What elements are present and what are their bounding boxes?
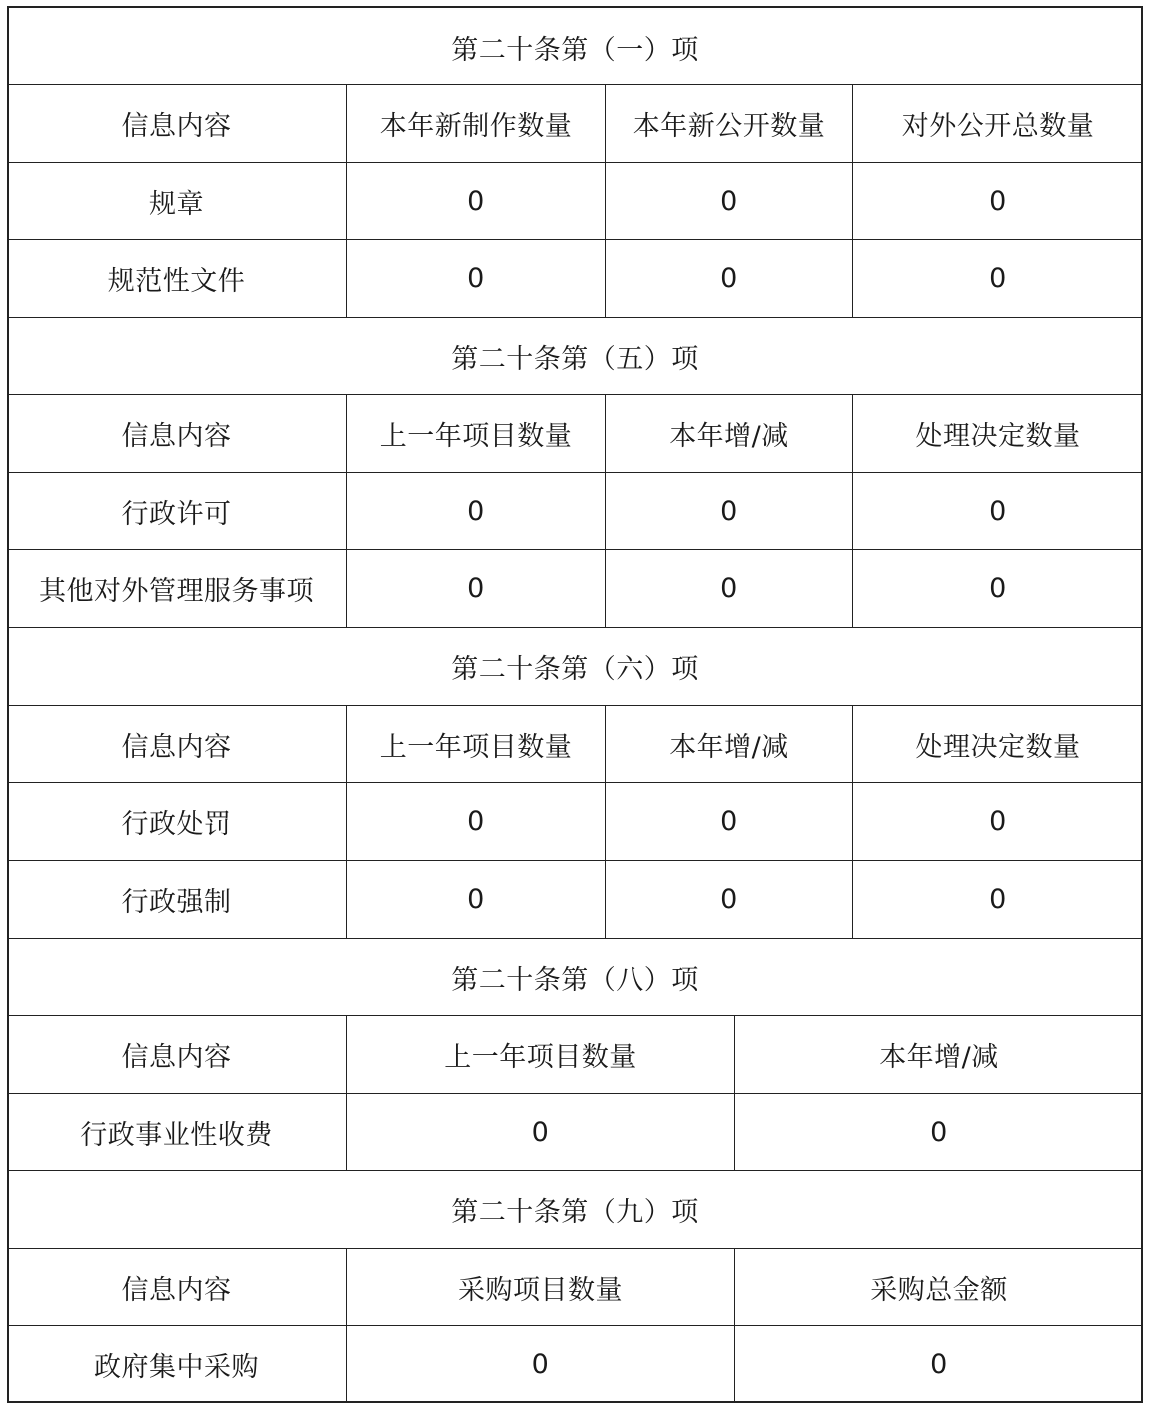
row-label: 行政事业性收费 xyxy=(80,1120,273,1151)
row-value: 0 xyxy=(852,163,1143,240)
header-cell: 信息内容 xyxy=(121,421,232,452)
row-value: 0 xyxy=(605,783,852,860)
section-title-row xyxy=(7,8,1143,86)
header-cell: 处理决定数量 xyxy=(852,395,1143,472)
table-row xyxy=(7,1325,1143,1403)
row-value: 0 xyxy=(734,1094,1143,1171)
section-title-row xyxy=(7,317,1143,395)
table-row xyxy=(7,782,1143,860)
row-value: 0 xyxy=(346,783,605,860)
row-value: 0 xyxy=(346,550,605,627)
header-cell: 本年新公开数量 xyxy=(605,85,852,162)
table-row xyxy=(7,239,1143,317)
row-value: 0 xyxy=(852,861,1143,938)
header-row xyxy=(7,705,1143,783)
header-cell: 采购总金额 xyxy=(734,1249,1143,1326)
row-value: 0 xyxy=(346,1326,734,1403)
section-title: 第二十条第（六）项 xyxy=(451,654,699,685)
header-row xyxy=(7,394,1143,472)
section-title: 第二十条第（一）项 xyxy=(451,34,699,66)
header-cell: 信息内容 xyxy=(121,1042,232,1073)
header-cell: 本年增/减 xyxy=(734,1016,1143,1093)
row-label: 行政处罚 xyxy=(121,809,232,840)
header-cell: 上一年项目数量 xyxy=(346,395,605,472)
header-cell: 上一年项目数量 xyxy=(346,1016,734,1093)
header-row xyxy=(7,1015,1143,1093)
header-cell: 上一年项目数量 xyxy=(346,706,605,783)
row-value: 0 xyxy=(605,861,852,938)
section-title: 第二十条第（八）项 xyxy=(451,965,699,996)
header-cell: 本年新制作数量 xyxy=(346,85,605,162)
header-cell: 采购项目数量 xyxy=(346,1249,734,1326)
table-row xyxy=(7,472,1143,550)
table-row xyxy=(7,549,1143,627)
row-value: 0 xyxy=(852,240,1143,317)
table-row xyxy=(7,162,1143,240)
row-label: 规范性文件 xyxy=(107,266,246,297)
table-row xyxy=(7,860,1143,938)
row-value: 0 xyxy=(346,861,605,938)
row-value: 0 xyxy=(605,473,852,550)
row-label: 政府集中采购 xyxy=(94,1352,259,1383)
header-cell: 本年增/减 xyxy=(605,706,852,783)
section-title: 第二十条第（五）项 xyxy=(451,344,699,375)
row-value: 0 xyxy=(346,1094,734,1171)
row-value: 0 xyxy=(346,240,605,317)
section-title-row xyxy=(7,627,1143,705)
row-value: 0 xyxy=(852,473,1143,550)
row-value: 0 xyxy=(346,473,605,550)
row-value: 0 xyxy=(734,1326,1143,1403)
row-value: 0 xyxy=(605,163,852,240)
header-row xyxy=(7,84,1143,162)
header-cell: 信息内容 xyxy=(121,1275,232,1306)
section-title: 第二十条第（九）项 xyxy=(451,1197,699,1228)
row-value: 0 xyxy=(605,550,852,627)
header-cell: 信息内容 xyxy=(121,111,232,142)
row-value: 0 xyxy=(346,163,605,240)
header-cell: 本年增/减 xyxy=(605,395,852,472)
section-title-row xyxy=(7,1170,1143,1248)
header-row xyxy=(7,1248,1143,1326)
header-cell: 信息内容 xyxy=(121,732,232,763)
row-label: 行政许可 xyxy=(121,499,232,530)
row-label: 规章 xyxy=(149,189,204,220)
header-cell: 对外公开总数量 xyxy=(852,85,1143,162)
row-label: 其他对外管理服务事项 xyxy=(39,576,314,607)
section-title-row xyxy=(7,938,1143,1016)
row-value: 0 xyxy=(605,240,852,317)
row-label: 行政强制 xyxy=(121,887,232,918)
row-value: 0 xyxy=(852,550,1143,627)
table-row xyxy=(7,1093,1143,1171)
header-cell: 处理决定数量 xyxy=(852,706,1143,783)
row-value: 0 xyxy=(852,783,1143,860)
